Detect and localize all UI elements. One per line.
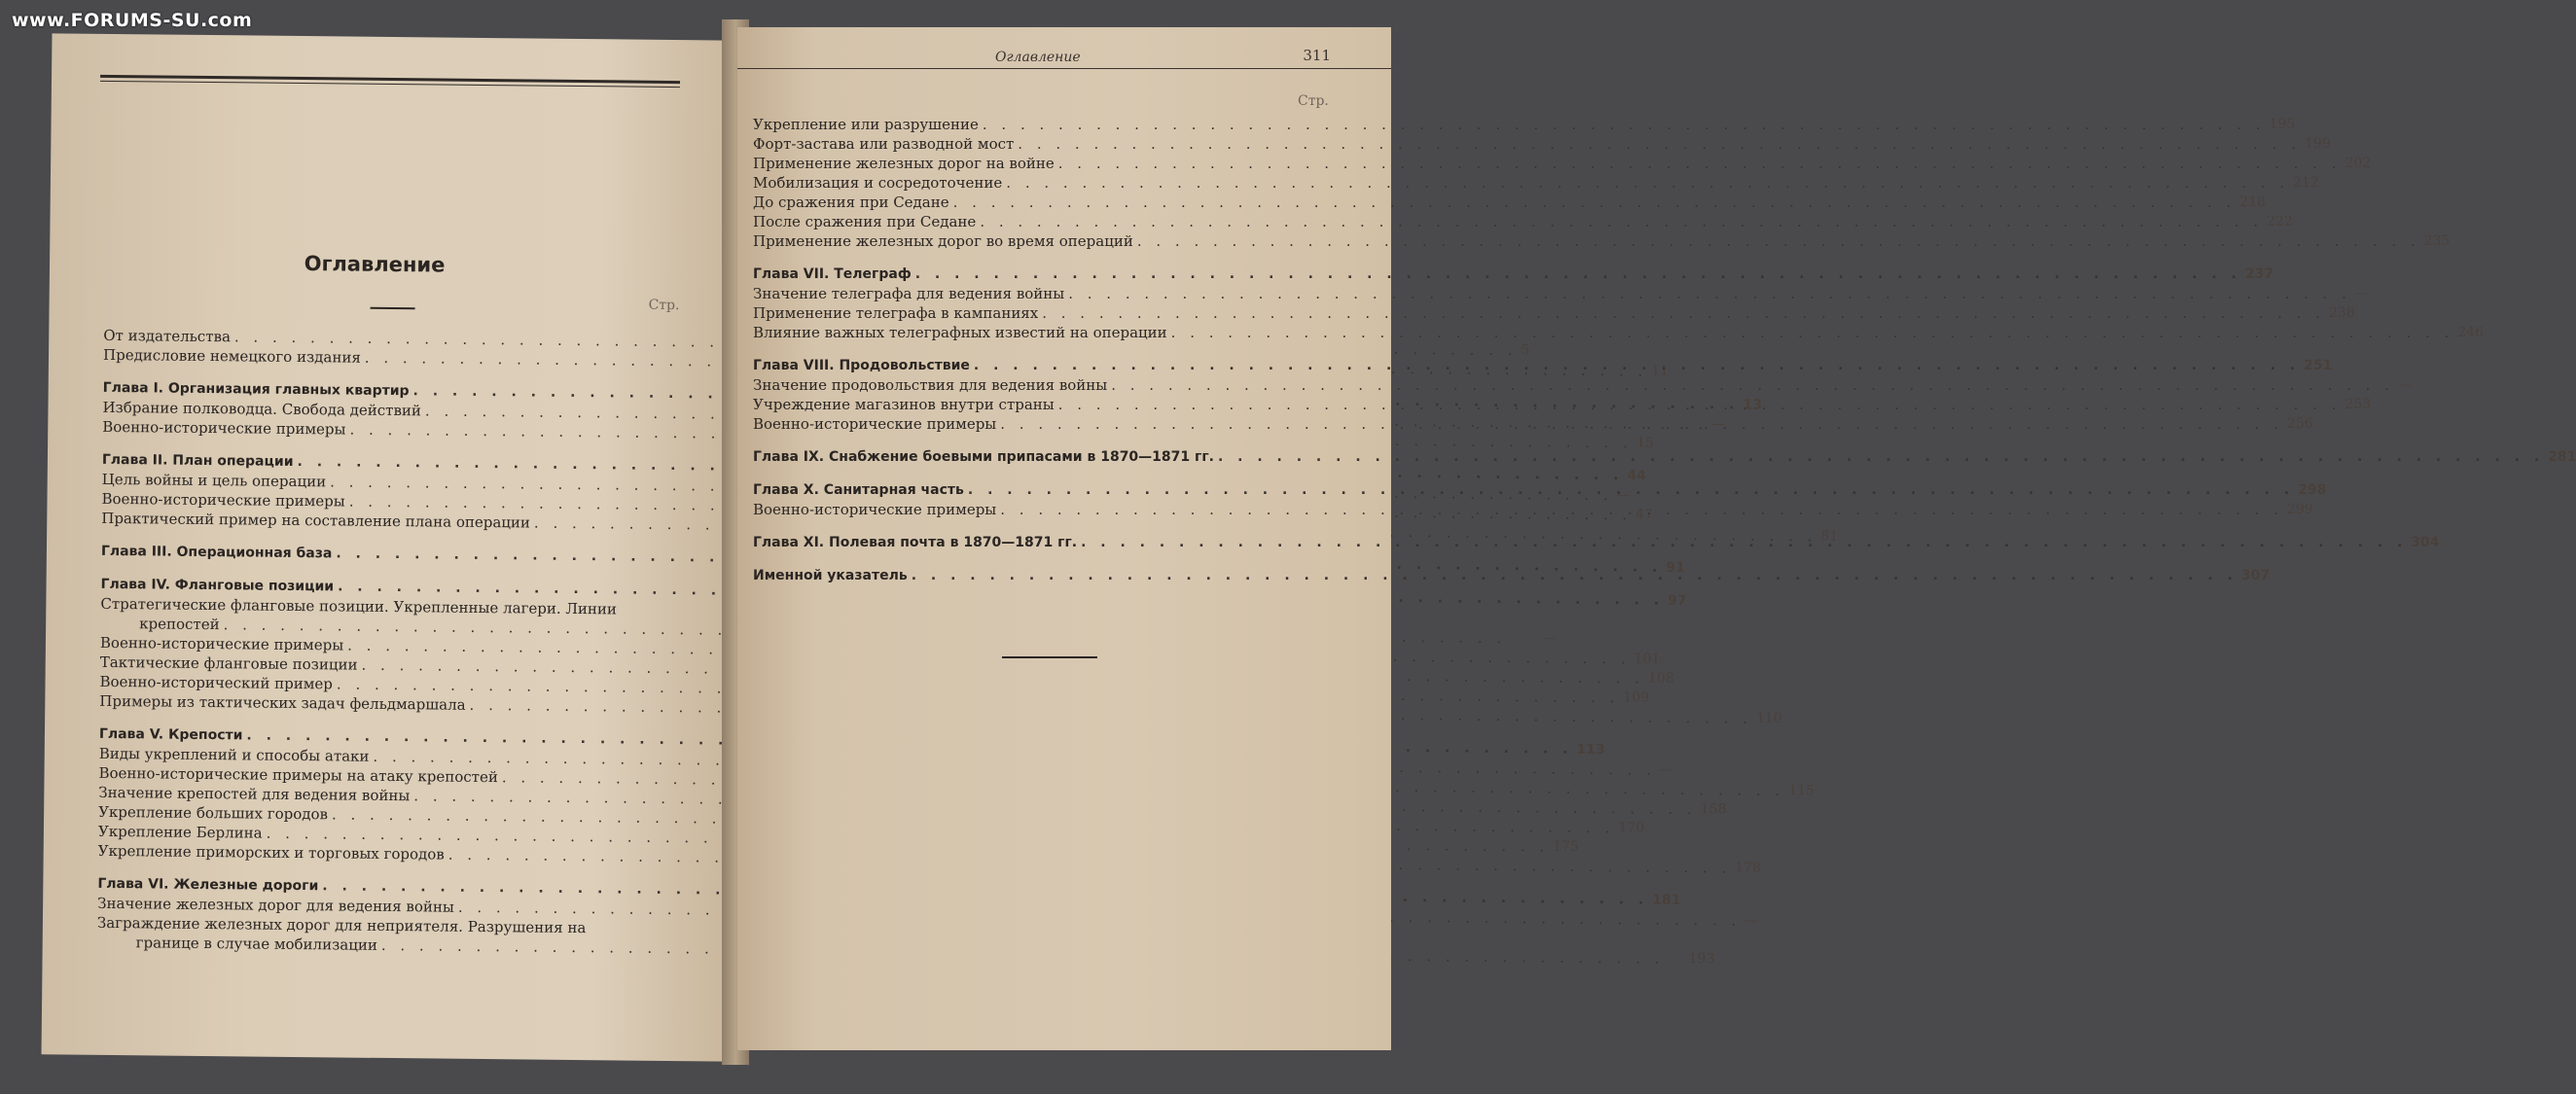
page-column-header: Стр. <box>1298 93 1329 109</box>
toc-page-number: 218 <box>2239 194 2267 210</box>
leader-dots <box>968 480 2294 500</box>
leader-dots <box>1000 414 2283 434</box>
toc-page-number: 13 <box>1742 397 1763 413</box>
toc-entry-text: Глава VI. Железные дороги <box>97 875 319 895</box>
toc-entry-text: Именной указатель <box>753 568 908 583</box>
toc-page-number: 307 <box>2240 568 2271 583</box>
toc-entry-text: До сражения при Седане <box>753 194 949 211</box>
toc-entry-text: После сражения при Седане <box>753 213 977 230</box>
toc-page-number: 251 <box>2304 358 2333 373</box>
toc-entry-text: Стратегические фланговые позиции. Укрепленные лагери. Линии <box>100 594 618 618</box>
toc-entry <box>753 231 2451 251</box>
toc-entry-text-continued: границе в случае мобилизации <box>135 934 377 954</box>
toc-entry <box>753 212 2293 231</box>
toc-entry-text: Военно-исторические примеры <box>101 489 345 511</box>
toc-entry-text: Укрепление Берлина <box>97 822 263 842</box>
toc-entry <box>753 375 2412 395</box>
toc-page-number: — <box>1711 416 1726 433</box>
leader-dots <box>1058 395 2342 414</box>
toc-entry-text: Тактические фланговые позиции <box>99 653 358 674</box>
leader-dots <box>1000 500 2283 519</box>
page-title: Оглавление <box>304 252 446 277</box>
toc-entry-text: Глава I. Организация главных квартир <box>102 379 410 400</box>
toc-page-number: — <box>1744 912 1759 929</box>
toc-page-number: 195 <box>2269 117 2296 132</box>
leader-dots <box>1018 134 2301 154</box>
toc-entry-text: Военно-исторические примеры <box>102 417 346 439</box>
toc-entry-text: Цель войны и цель операции <box>101 470 327 491</box>
toc-page-number: 101 <box>1633 651 1661 667</box>
toc-entry-text: Значение железных дорог для ведения войны <box>97 894 454 916</box>
leader-dots <box>1137 231 2420 251</box>
toc-entry-text: Глава IV. Фланговые позиции <box>100 576 335 595</box>
toc-entry-text: Укрепление приморских и торговых городов <box>97 841 445 864</box>
toc-page-number: 212 <box>2293 175 2319 191</box>
toc-entry <box>96 913 1715 968</box>
toc-page-number: 175 <box>1553 838 1580 855</box>
toc-entry-text: От издательства <box>103 326 232 346</box>
end-divider <box>1002 656 1097 658</box>
toc-page-number: 108 <box>1648 670 1674 687</box>
toc-entry <box>753 154 2372 173</box>
toc-page-number: 15 <box>1636 435 1655 451</box>
toc-entry-text: Применение железных дорог во время операций <box>753 232 1133 250</box>
toc-entry-text: Значение телеграфа для ведения войны <box>753 285 1065 302</box>
running-header <box>737 47 1391 69</box>
toc-page-number: 222 <box>2267 214 2293 229</box>
toc-page-number: 113 <box>1576 741 1605 759</box>
toc-entry-text: Глава XI. Полевая почта в 1870—1871 гг. <box>753 535 1078 550</box>
toc-page-number: 47 <box>1635 507 1654 523</box>
toc-page-number: 110 <box>1756 710 1783 726</box>
toc-entry-text: Военно-исторический пример <box>99 672 334 693</box>
toc-chapter-entry <box>753 480 2327 500</box>
toc-page-number: 202 <box>2344 156 2372 171</box>
toc-entry-text: Глава VIII. Продовольствие <box>753 358 970 373</box>
toc-entry <box>753 134 2331 154</box>
toc-entry-text: Укрепление больших городов <box>98 802 329 824</box>
page-number: 311 <box>1303 47 1331 64</box>
leader-dots <box>915 265 2241 284</box>
toc-page-number: 246 <box>2457 325 2485 340</box>
leader-dots <box>1042 303 2325 323</box>
toc-entry <box>753 193 2267 212</box>
toc-page-number: — <box>2354 286 2369 301</box>
toc-page-number: 199 <box>2305 136 2331 152</box>
toc-entry-text: Влияние важных телеграфных известий на операции <box>753 324 1167 341</box>
leader-dots <box>1006 173 2289 193</box>
leader-dots <box>1171 323 2454 342</box>
toc-page-number: 115 <box>1788 783 1815 799</box>
toc-page-number: 238 <box>2328 305 2355 321</box>
leader-dots <box>1068 284 2351 303</box>
toc-entry-text: Военно-исторические примеры <box>99 633 344 654</box>
toc-page-number: 178 <box>1735 860 1762 876</box>
toc-page-number: 170 <box>1618 820 1645 836</box>
toc-entry-text: Форт-застава или разводной мост <box>753 135 1015 153</box>
toc-entry-text: Примеры из тактических задач фельдмаршала <box>99 691 466 714</box>
toc-page-number: 97 <box>1667 592 1687 609</box>
toc-entry-text: Военно-исторические примеры на атаку крепостей <box>98 763 498 787</box>
toc-entry <box>753 173 2319 193</box>
toc-page-number: 235 <box>2423 233 2451 249</box>
toc-entry-text: Глава IX. Снабжение боевыми припасами в 1870—1871 гг. <box>753 449 1214 465</box>
toc-page-number: 5 <box>1521 342 1530 359</box>
toc-page-number: 91 <box>1665 559 1686 576</box>
toc-page-number: 181 <box>1652 892 1681 908</box>
toc-entry-text: Значение продовольствия для ведения войны <box>753 376 1108 394</box>
toc-entry-text: Глава III. Операционная база <box>100 543 333 562</box>
leader-dots <box>983 115 2266 134</box>
toc-entry <box>753 414 2313 434</box>
toc-page-number: — <box>1616 487 1630 504</box>
toc-entry-text: Глава V. Крепости <box>98 725 243 744</box>
toc-page-number: 281 <box>2548 449 2576 465</box>
toc-page-number: 109 <box>1623 689 1650 706</box>
page-column-header: Стр. <box>648 297 680 314</box>
leader-dots <box>912 566 2237 585</box>
toc-page-number: 253 <box>2344 397 2372 412</box>
toc-entry <box>753 115 2296 134</box>
toc-page-number: 299 <box>2286 502 2313 517</box>
toc-page-number: — <box>2397 377 2412 393</box>
toc-entry-text: Практический пример на составление плана операции <box>101 509 531 532</box>
toc-entry <box>753 303 2355 323</box>
toc-entry-text: Предисловие немецкого издания <box>102 345 361 367</box>
toc-entry <box>753 323 2485 342</box>
leader-dots <box>1111 375 2394 395</box>
toc-entry-text: Военно-исторические примеры <box>753 415 997 433</box>
top-rule <box>100 75 680 88</box>
toc-entry-text: Укрепление или разрушение <box>753 116 979 133</box>
toc-entry-text: Значение крепостей для ведения войны <box>98 783 411 805</box>
toc-entry-text: Виды укреплений и способы атаки <box>98 744 370 765</box>
toc-page-number: — <box>1543 630 1557 647</box>
toc-page-number: 81 <box>1820 528 1839 545</box>
toc-entry-text: Учреждение магазинов внутри страны <box>753 396 1055 413</box>
toc-chapter-entry <box>753 265 2274 284</box>
toc-entry-text: Глава II. План операции <box>101 451 294 470</box>
toc-page-number: 304 <box>2411 535 2440 550</box>
toc-chapter-entry <box>753 447 2576 467</box>
toc-entry-text: Применение телеграфа в кампаниях <box>753 304 1039 322</box>
running-title: Оглавление <box>995 50 1081 65</box>
leader-dots <box>974 356 2300 375</box>
toc-entry-text: Глава X. Санитарная часть <box>753 482 964 498</box>
toc-page-number: 298 <box>2298 482 2327 498</box>
toc-page-number: 237 <box>2244 266 2274 282</box>
toc-entry-text: Применение железных дорог на войне <box>753 155 1055 172</box>
watermark-text: www.FORUMS-SU.com <box>12 10 253 31</box>
title-divider <box>371 307 415 309</box>
leader-dots <box>1218 447 2544 467</box>
leader-dots <box>953 193 2236 212</box>
toc-page-number: — <box>1660 761 1674 778</box>
leader-dots <box>1081 533 2407 552</box>
toc-page-number: 256 <box>2286 416 2313 432</box>
toc-page-number: 193 <box>1688 950 1715 968</box>
toc-entry-text: Мобилизация и сосредоточение <box>753 174 1003 192</box>
toc-entry-text: Военно-исторические примеры <box>753 501 997 518</box>
toc-entry-text: Заграждение железных дорог для неприятеля. Разрушения на <box>96 913 587 937</box>
toc-page-number: 44 <box>1627 468 1647 484</box>
toc-entry-text-continued: крепостей <box>139 615 220 634</box>
leader-dots <box>980 212 2263 231</box>
toc-entry-text: Избрание полководца. Свобода действий <box>102 398 422 420</box>
toc-entry <box>753 284 2369 303</box>
leader-dots <box>1058 154 2342 173</box>
toc-page-number: 11 <box>1651 363 1669 379</box>
toc-page-number: 158 <box>1699 801 1727 818</box>
toc-entry-text: Глава VII. Телеграф <box>753 266 912 282</box>
